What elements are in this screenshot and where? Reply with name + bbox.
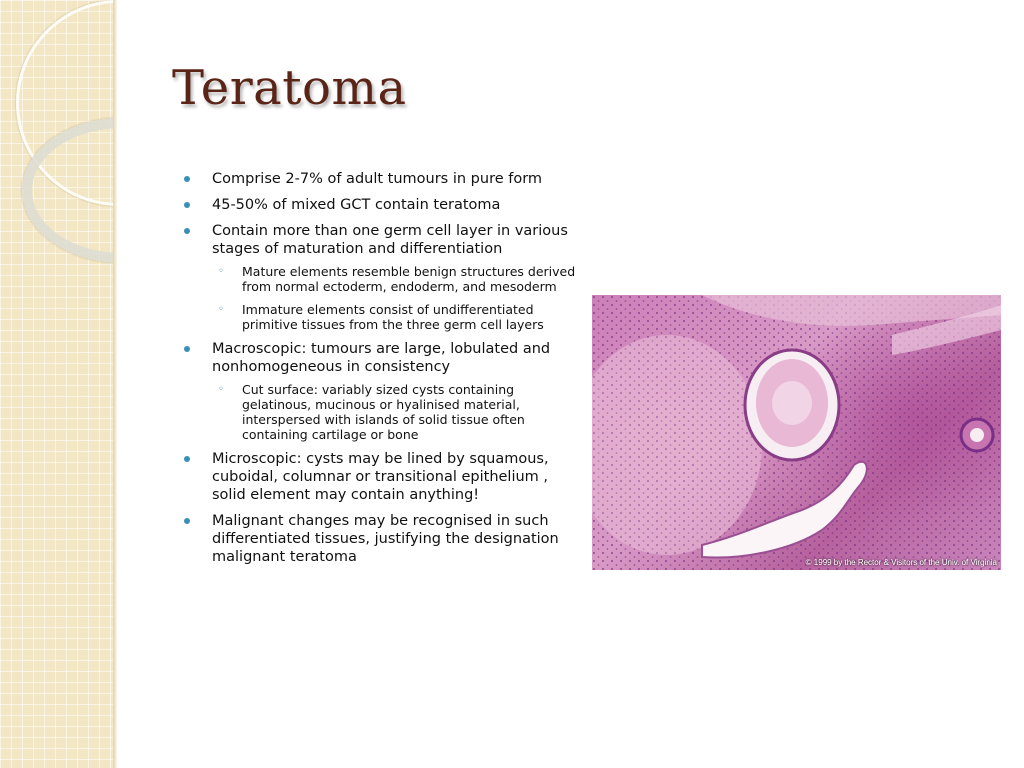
bullet-item (178, 512, 578, 566)
image-credit: © 1999 by the Rector & Visitors of the Univ. of Virginia (805, 558, 997, 567)
sub-bullet-text: Cut surface: variably sized cysts containing gelatinous, mucinous or hyalinised material, interspersed with islands of solid tissue often containing cartilage or bone (242, 382, 525, 442)
sub-bullet-item (212, 302, 578, 332)
bullet-item (178, 340, 578, 442)
sub-bullet-text: Immature elements consist of undifferentiated primitive tissues from the three germ cell layers (242, 302, 544, 332)
histology-micrograph (592, 295, 1001, 570)
sidebar-divider (113, 0, 117, 768)
bullet-dot-icon (184, 518, 190, 524)
bullet-list (178, 170, 578, 566)
bullet-dot-icon (184, 176, 190, 182)
bullet-item (178, 170, 578, 188)
hollow-bullet-icon: ◦ (218, 266, 224, 277)
bullet-dot-icon (184, 228, 190, 234)
bullet-item (178, 450, 578, 504)
bullet-text: Macroscopic: tumours are large, lobulated and nonhomogeneous in consistency (212, 341, 551, 375)
bullet-list-container (178, 170, 578, 574)
bullet-text: 45-50% of mixed GCT contain teratoma (212, 197, 501, 213)
bullet-text: Microscopic: cysts may be lined by squamous, cuboidal, columnar or transitional epithelium , solid element may contain anything! (212, 451, 549, 503)
bullet-text: Comprise 2-7% of adult tumours in pure form (212, 171, 543, 187)
bullet-dot-icon (184, 456, 190, 462)
bullet-item (178, 222, 578, 332)
sub-bullet-text: Mature elements resemble benign structures derived from normal ectoderm, endoderm, and mesoderm (242, 264, 576, 294)
hollow-bullet-icon: ◦ (218, 384, 224, 395)
micrograph-drawing (592, 295, 1001, 570)
decorative-sidebar (0, 0, 113, 768)
hollow-bullet-icon: ◦ (218, 304, 224, 315)
bullet-text: Malignant changes may be recognised in such differentiated tissues, justifying the designation malignant teratoma (212, 513, 559, 565)
bullet-text: Contain more than one germ cell layer in various stages of maturation and differentiation (212, 223, 568, 257)
sub-bullet-item (212, 264, 578, 294)
bullet-dot-icon (184, 202, 190, 208)
sub-bullet-list (212, 264, 578, 332)
sub-bullet-item (212, 382, 578, 442)
sub-bullet-list (212, 382, 578, 442)
bullet-dot-icon (184, 346, 190, 352)
bullet-item (178, 196, 578, 214)
slide-title: Teratoma (172, 60, 407, 116)
